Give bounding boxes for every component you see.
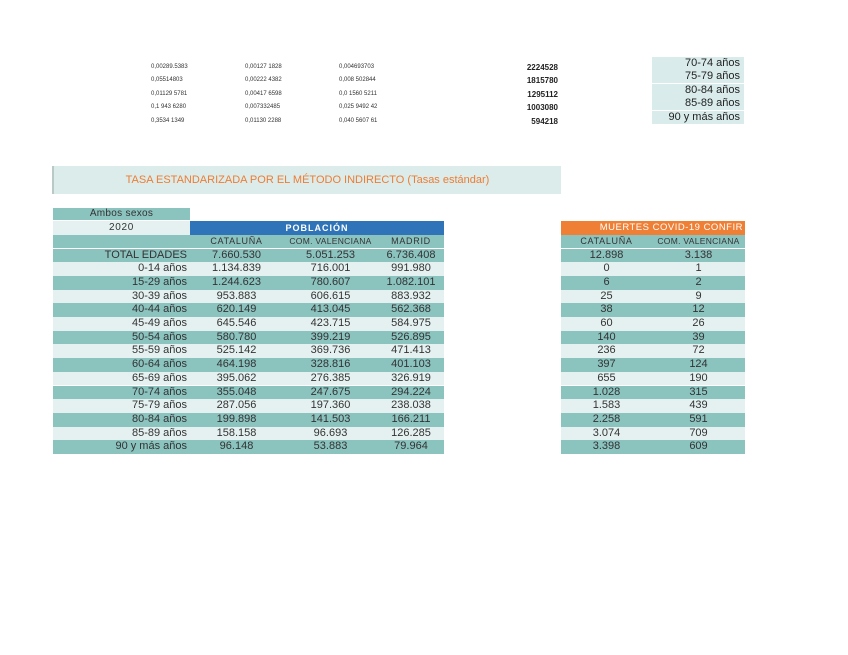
population-cell: 369.736 <box>283 344 378 358</box>
deaths-cell: 12.898 <box>561 249 652 263</box>
population-cell: 413.045 <box>283 303 378 317</box>
rate-value-3: 0,004693703 <box>339 64 375 70</box>
death-col-header-valenciana <box>652 235 745 248</box>
rate-value-3: 0,0 1560 5211 <box>339 91 377 97</box>
deaths-cell: 190 <box>652 372 745 386</box>
sex-label: Ambos sexos <box>89 208 154 219</box>
population-cell: 645.546 <box>190 317 283 331</box>
rate-value-1: 0,01129 5781 <box>151 91 188 97</box>
population-cell: 166.211 <box>378 413 444 427</box>
population-cell: 883.932 <box>378 290 444 304</box>
col-header-label: COM. VALENCIANA <box>657 236 740 246</box>
age-group-label: 90 y más años <box>652 111 744 124</box>
year-label: 2020 <box>108 222 135 233</box>
rate-value-1: 0,00289.5383 <box>151 64 188 70</box>
population-cell: 247.675 <box>283 386 378 400</box>
deaths-cell: 3.398 <box>561 440 652 454</box>
age-group-row-label: 30-39 años <box>53 290 190 304</box>
age-group-row-label: 70-74 años <box>53 386 190 400</box>
age-group-row-label: 0-14 años <box>53 262 190 276</box>
population-cell: 197.360 <box>283 399 378 413</box>
deaths-cell: 6 <box>561 276 652 290</box>
deaths-cell: 60 <box>561 317 652 331</box>
age-group-row-label: 85-89 años <box>53 427 190 441</box>
age-group-row-label: 15-29 años <box>53 276 190 290</box>
rate-value-1: 0,1 943 6280 <box>151 104 187 110</box>
population-cell: 1.134.839 <box>190 262 283 276</box>
deaths-cell: 591 <box>652 413 745 427</box>
rate-value-3: 0,025 9492 42 <box>339 104 378 110</box>
deaths-cell: 655 <box>561 372 652 386</box>
rate-value-3: 0,008 502844 <box>339 77 376 83</box>
deaths-cell: 72 <box>652 344 745 358</box>
rate-value-2: 0,00417 6598 <box>245 91 282 97</box>
population-cell: 401.103 <box>378 358 444 372</box>
column-header-blank <box>53 235 190 248</box>
population-cell: 238.038 <box>378 399 444 413</box>
population-cell: 96.693 <box>283 427 378 441</box>
population-cell: 355.048 <box>190 386 283 400</box>
population-cell: 471.413 <box>378 344 444 358</box>
age-group-label: 80-84 años <box>652 84 744 97</box>
col-header-label: COM. VALENCIANA <box>289 236 372 246</box>
deaths-cell: 1.583 <box>561 399 652 413</box>
deaths-cell: 609 <box>652 440 745 454</box>
col-header-label: CATALUÑA <box>210 236 263 246</box>
standard-population-value: 2224528 <box>526 63 558 72</box>
age-group-row-label: 90 y más años <box>53 440 190 454</box>
deaths-cell: 2.258 <box>561 413 652 427</box>
col-header-label: MADRID <box>391 236 431 246</box>
population-cell: 620.149 <box>190 303 283 317</box>
standard-population-value: 1815780 <box>526 76 558 85</box>
population-cell: 141.503 <box>283 413 378 427</box>
population-cell: 326.919 <box>378 372 444 386</box>
population-cell: 5.051.253 <box>283 249 378 263</box>
standard-population-value: 1003080 <box>526 103 558 112</box>
population-cell: 606.615 <box>283 290 378 304</box>
age-group-row-label: 75-79 años <box>53 399 190 413</box>
population-cell: 1.082.101 <box>378 276 444 290</box>
deaths-cell: 0 <box>561 262 652 276</box>
age-group-row-label: 80-84 años <box>53 413 190 427</box>
population-cell: 1.244.623 <box>190 276 283 290</box>
age-group-row-label: TOTAL EDADES <box>53 249 190 263</box>
population-cell: 7.660.530 <box>190 249 283 263</box>
deaths-cell: 315 <box>652 386 745 400</box>
population-cell: 287.056 <box>190 399 283 413</box>
deaths-header <box>561 221 745 235</box>
population-header-label: POBLACIÓN <box>285 223 349 233</box>
population-cell: 79.964 <box>378 440 444 454</box>
population-cell: 780.607 <box>283 276 378 290</box>
sex-label-cell <box>53 208 190 220</box>
rate-value-2: 0,01130 2288 <box>245 118 282 124</box>
deaths-cell: 397 <box>561 358 652 372</box>
standard-population-value: 1295112 <box>527 90 558 99</box>
deaths-cell: 25 <box>561 290 652 304</box>
population-header <box>190 221 444 235</box>
age-group-label: 75-79 años <box>652 70 744 83</box>
population-cell: 584.975 <box>378 317 444 331</box>
rate-value-1: 0,3534 1349 <box>151 118 185 124</box>
population-cell: 525.142 <box>190 344 283 358</box>
population-cell: 562.368 <box>378 303 444 317</box>
age-group-label: 85-89 años <box>652 97 744 110</box>
rate-value-2: 0,00127 1828 <box>245 64 282 70</box>
population-cell: 294.224 <box>378 386 444 400</box>
population-cell: 423.715 <box>283 317 378 331</box>
standard-population-value: 594218 <box>531 117 558 126</box>
rate-value-3: 0,040 5607 61 <box>339 118 378 124</box>
population-cell: 53.883 <box>283 440 378 454</box>
population-cell: 6.736.408 <box>378 249 444 263</box>
section-title-banner <box>52 166 561 194</box>
deaths-cell: 12 <box>652 303 745 317</box>
deaths-cell: 236 <box>561 344 652 358</box>
population-cell: 716.001 <box>283 262 378 276</box>
col-header-label: CATALUÑA <box>580 236 633 246</box>
deaths-cell: 26 <box>652 317 745 331</box>
population-cell: 158.158 <box>190 427 283 441</box>
population-cell: 328.816 <box>283 358 378 372</box>
year-cell <box>53 221 190 235</box>
deaths-cell: 124 <box>652 358 745 372</box>
deaths-cell: 38 <box>561 303 652 317</box>
age-group-row-label: 45-49 años <box>53 317 190 331</box>
deaths-cell: 1.028 <box>561 386 652 400</box>
age-group-row-label: 55-59 años <box>53 344 190 358</box>
population-cell: 953.883 <box>190 290 283 304</box>
deaths-cell: 709 <box>652 427 745 441</box>
age-group-row-label: 50-54 años <box>53 331 190 345</box>
rate-value-2: 0,00222 4382 <box>245 77 282 83</box>
rate-value-1: 0,05514803 <box>151 77 183 83</box>
population-cell: 399.219 <box>283 331 378 345</box>
population-cell: 991.980 <box>378 262 444 276</box>
rate-value-2: 0,007332485 <box>245 104 281 110</box>
age-group-row-label: 60-64 años <box>53 358 190 372</box>
deaths-cell: 439 <box>652 399 745 413</box>
population-cell: 199.898 <box>190 413 283 427</box>
deaths-cell: 2 <box>652 276 745 290</box>
deaths-cell: 3.138 <box>652 249 745 263</box>
population-cell: 464.198 <box>190 358 283 372</box>
deaths-cell: 9 <box>652 290 745 304</box>
population-cell: 395.062 <box>190 372 283 386</box>
col-header-madrid <box>378 235 444 248</box>
age-group-row-label: 65-69 años <box>53 372 190 386</box>
col-header-cataluna <box>190 235 283 248</box>
section-title: TASA ESTANDARIZADA POR EL MÉTODO INDIRECTO (Tasas estándar) <box>125 174 490 186</box>
col-header-valenciana <box>283 235 378 248</box>
deaths-cell: 3.074 <box>561 427 652 441</box>
deaths-cell: 1 <box>652 262 745 276</box>
population-cell: 580.780 <box>190 331 283 345</box>
population-cell: 96.148 <box>190 440 283 454</box>
deaths-cell: 39 <box>652 331 745 345</box>
deaths-cell: 140 <box>561 331 652 345</box>
population-cell: 126.285 <box>378 427 444 441</box>
population-cell: 276.385 <box>283 372 378 386</box>
deaths-header-label: MUERTES COVID-19 CONFIR <box>599 222 743 233</box>
age-group-row-label: 40-44 años <box>53 303 190 317</box>
population-cell: 526.895 <box>378 331 444 345</box>
age-group-label: 70-74 años <box>652 57 744 70</box>
death-col-header-cataluna <box>561 235 652 248</box>
